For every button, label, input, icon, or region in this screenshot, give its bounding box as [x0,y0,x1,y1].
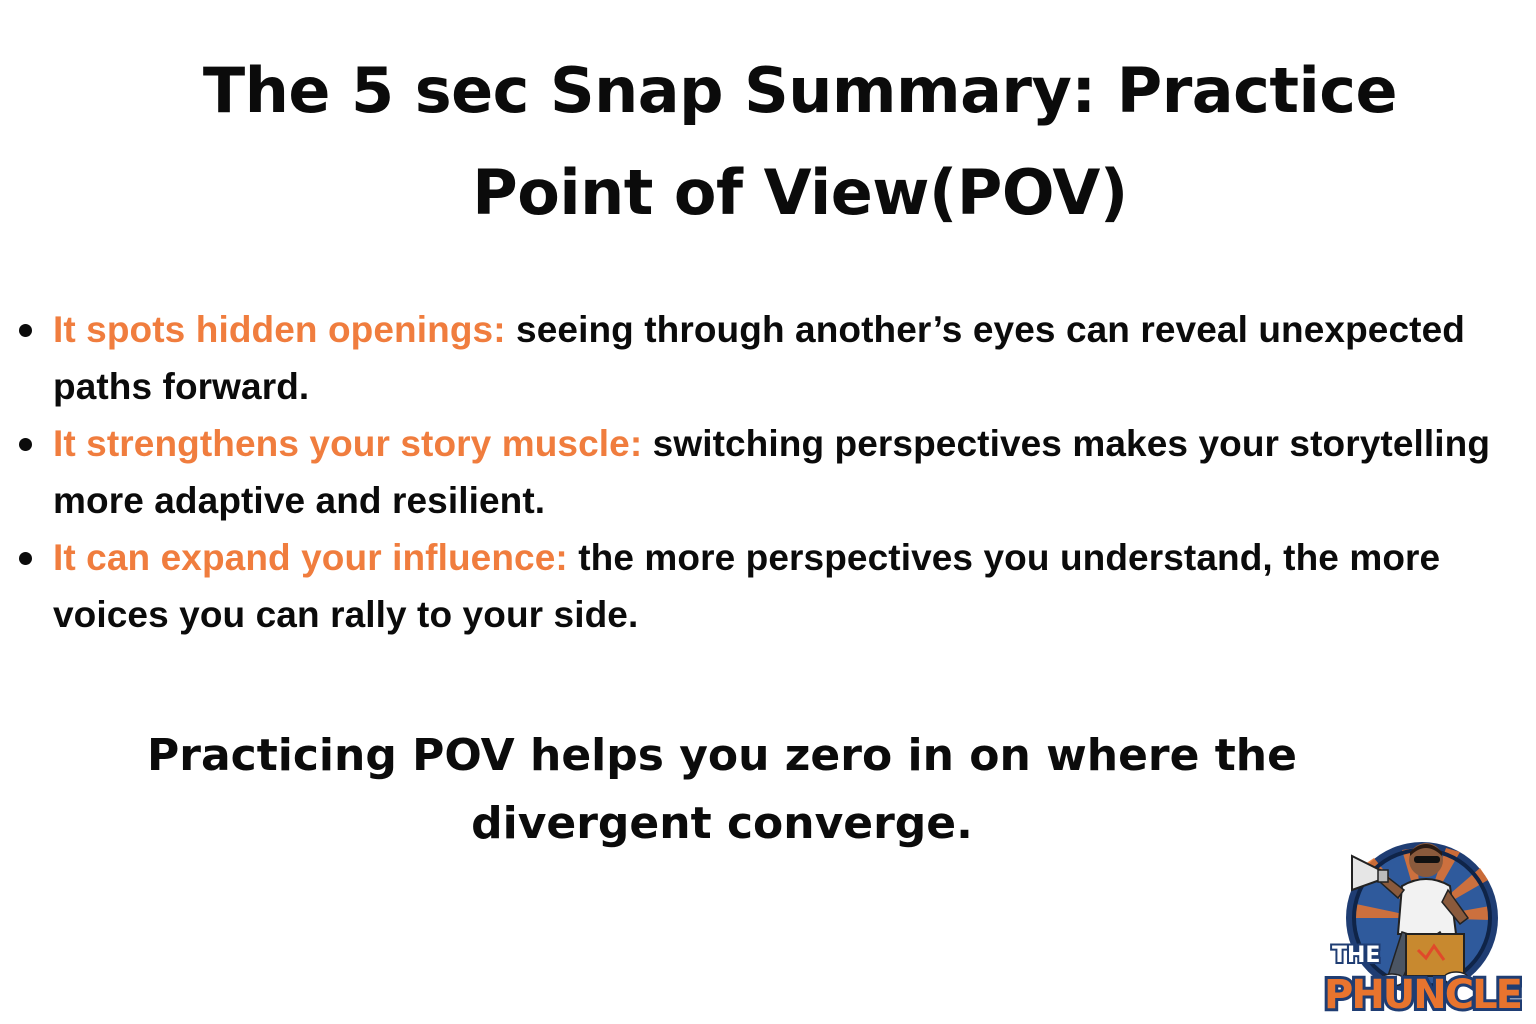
list-item [53,529,1513,643]
phuncle-logo [1322,826,1522,1016]
list-item [53,415,1513,529]
logo-text-top: THE [1332,943,1381,968]
list-item [53,301,1513,415]
page-title: The 5 sec Snap Summary: Practice Point of View(POV) [202,54,1398,229]
summary-list [53,301,1513,643]
bullet-icon [19,552,32,565]
bullet-lead: It can expand your influence: [53,537,568,578]
bullet-text: seeing through another’s eyes can reveal unexpected paths forward. [53,309,1465,407]
bullet-text: the more perspectives you understand, the more voices you can rally to your side. [53,537,1441,635]
bullet-lead: It spots hidden openings: [53,309,506,350]
bullet-text: switching perspectives makes your storytelling more adaptive and resilient. [53,423,1491,521]
logo-text-main: PHUNCLE [1324,972,1521,1016]
bullet-lead: It strengthens your story muscle: [53,423,643,464]
bullet-icon [19,438,32,451]
bullet-icon [19,324,32,337]
closing-statement: Practicing POV helps you zero in on where the divergent converge. [147,730,1297,849]
